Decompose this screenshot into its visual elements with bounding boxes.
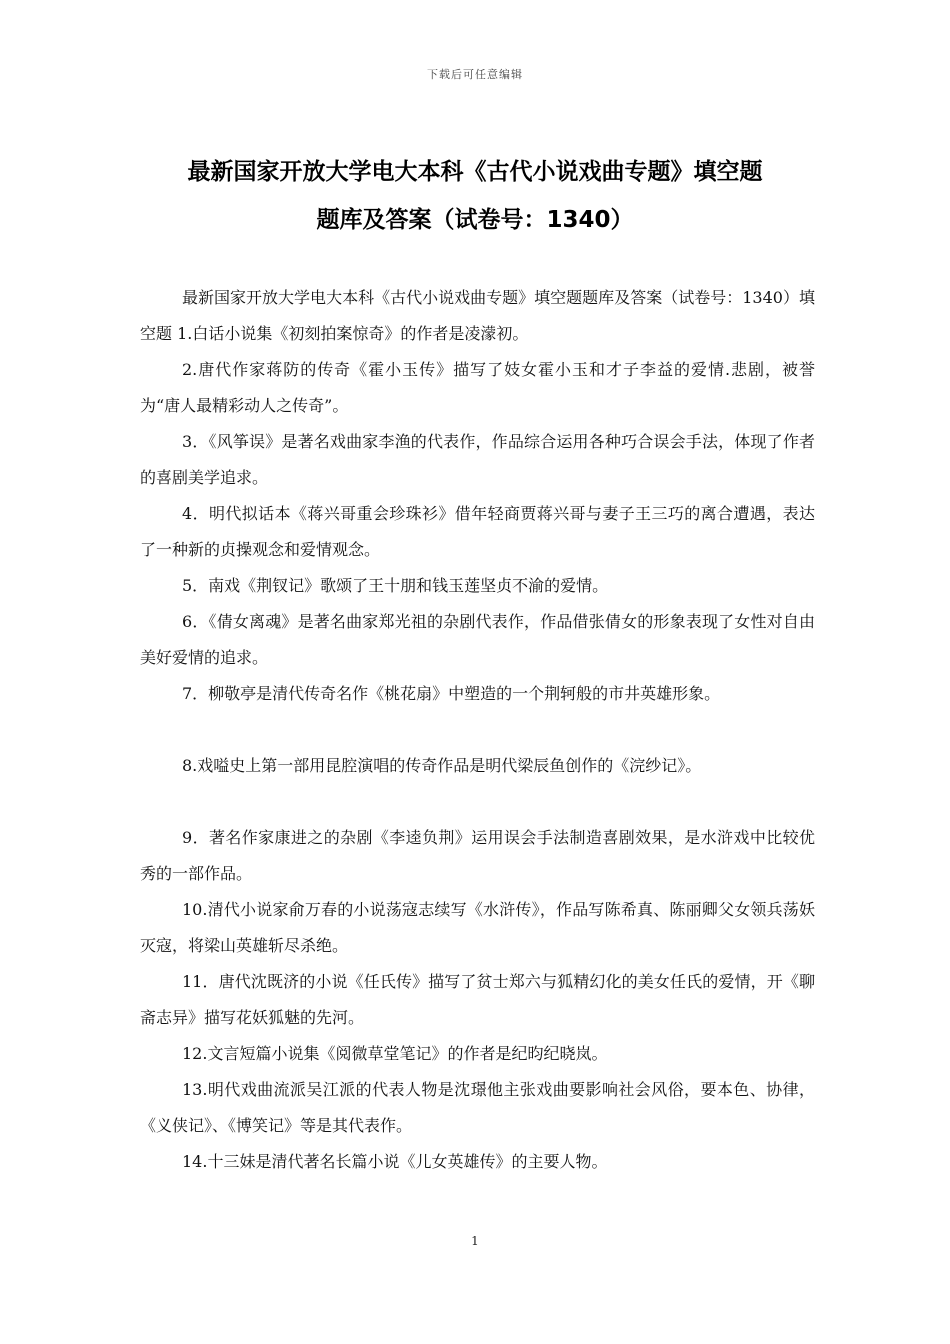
header-note: 下载后可任意编辑 bbox=[427, 68, 523, 81]
paragraph-5: 5．南戏《荆钗记》歌颂了王十朋和钱玉莲坚贞不渝的爱情。 bbox=[182, 576, 609, 595]
paragraph-12: 12.文言短篇小说集《阅微草堂笔记》的作者是纪昀纪晓岚。 bbox=[182, 1044, 608, 1063]
paragraph-9: 9．著名作家康进之的杂剧《李逵负荆》运用误会手法制造喜剧效果，是水浒戏中比较优秀的一部作品。 bbox=[140, 828, 815, 883]
title-line-1: 最新国家开放大学电大本科《古代小说戏曲专题》填空题 bbox=[187, 159, 763, 185]
paragraph-2: 2.唐代作家蒋防的传奇《霍小玉传》描写了妓女霍小玉和才子李益的爱情.悲剧，被誉为“唐人最精彩动人之传奇”。 bbox=[140, 360, 815, 415]
paragraph-11: 11．唐代沈既济的小说《任氏传》描写了贫士郑六与狐精幻化的美女任氏的爱情，开《聊斋志异》描写花妖狐魅的先河。 bbox=[140, 972, 815, 1027]
paragraph-6: 6．《倩女离魂》是著名曲家郑光祖的杂剧代表作，作品借张倩女的形象表现了女性对自由美好爱情的追求。 bbox=[140, 612, 815, 667]
paragraph-8: 8.戏嗌史上第一部用昆腔演唱的传奇作品是明代梁辰鱼创作的《浣纱记》。 bbox=[182, 756, 702, 775]
document-title bbox=[120, 148, 830, 244]
paragraph-3: 3．《风筝误》是著名戏曲家李渔的代表作，作品综合运用各种巧合误会手法，体现了作者的喜剧美学追求。 bbox=[140, 432, 815, 487]
title-line-2: 题库及答案（试卷号：1340） bbox=[316, 207, 634, 233]
paragraph-13: 13.明代戏曲流派吴江派的代表人物是沈璟他主张戏曲要影响社会风俗，要本色、协律，《义侠记》、《博笑记》等是其代表作。 bbox=[140, 1080, 815, 1135]
paragraph-14: 14.十三妹是清代著名长篇小说《儿女英雄传》的主要人物。 bbox=[182, 1152, 608, 1171]
paragraph-7: 7．柳敬亭是清代传奇名作《桃花扇》中塑造的一个荆轲般的市井英雄形象。 bbox=[182, 684, 721, 703]
paragraph-10: 10.清代小说家俞万春的小说荡寇志续写《水浒传》，作品写陈希真、陈丽卿父女领兵荡妖灭寇，将梁山英雄斩尽杀绝。 bbox=[140, 900, 815, 955]
document-body bbox=[140, 280, 815, 1180]
paragraph-4: 4．明代拟话本《蒋兴哥重会珍珠衫》借年轻商贾蒋兴哥与妻子王三巧的离合遭遇，表达了一种新的贞操观念和爱情观念。 bbox=[140, 504, 815, 559]
paragraph-intro: 最新国家开放大学电大本科《古代小说戏曲专题》填空题题库及答案（试卷号：1340）填空题 1.白话小说集《初刻拍案惊奇》的作者是凌濛初。 bbox=[140, 288, 815, 343]
page-number: 1 bbox=[471, 1234, 479, 1248]
